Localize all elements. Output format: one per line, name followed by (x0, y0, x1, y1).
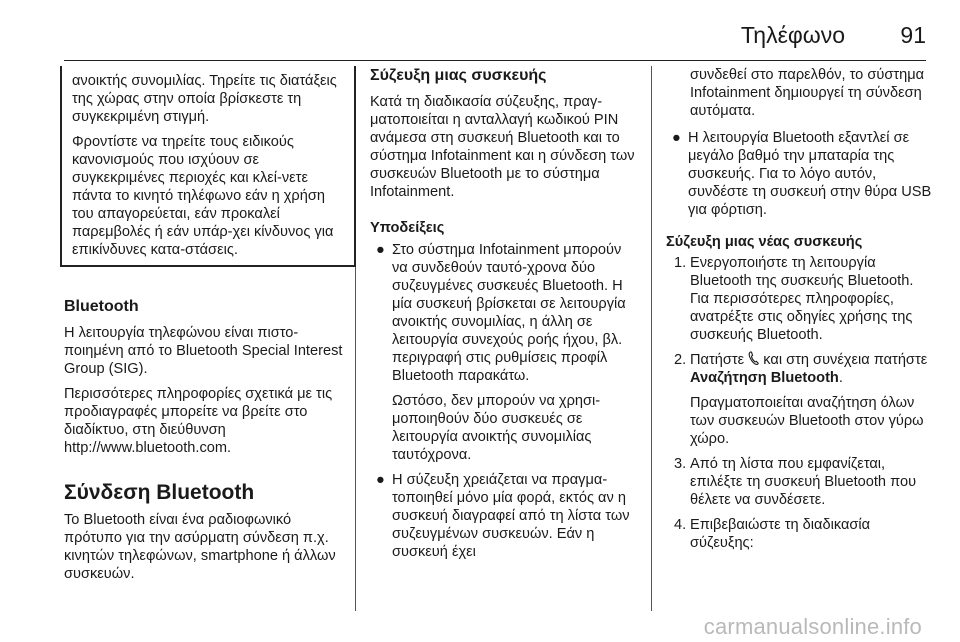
note-paragraph: ανοικτής συνομιλίας. Τηρείτε τις διατάξεις της χώρας στην οποία βρίσκεστε τη συγκεκριμένη στιγμή. (72, 73, 337, 125)
step-number: 3. (674, 456, 687, 472)
phone-icon (748, 351, 759, 369)
step-text-mid: και στη συνέχεια πατήστε (763, 352, 928, 368)
step-text: Επιβεβαιώστε τη διαδικασία σύζευξης: (690, 517, 871, 551)
step-number: 4. (674, 517, 687, 533)
step-item (666, 254, 936, 344)
note-paragraph: Φροντίστε να τηρείτε τους ειδικούς κανονισμούς που ισχύουν σε συγκεκριμένες περιοχές και κλεί-νετε πάντα το κινητό τηλέφωνο εάν η χρήση του απαγορεύεται, εάν προκαλεί παρεμβολές ή εάν υπάρ-χει κίνδυνος για επικίνδυνες κατα-στάσεις. (72, 134, 334, 258)
step-number: 1. (674, 255, 687, 271)
bluetooth-heading: Bluetooth (64, 298, 139, 315)
new-pairing-heading: Σύζευξη μιας νέας συσκευής (666, 234, 863, 250)
step-text-pre: Πατήστε (690, 352, 745, 368)
bullet-icon: ● (376, 472, 385, 488)
list-item (370, 471, 640, 561)
column-middle (370, 66, 640, 568)
list-item-continuation: Ωστόσο, δεν μπορούν να χρησι-μοποιηθούν δύο συσκευές σε λειτουργία ανοικτής συνομιλίας ταυτόχρονα. (392, 393, 601, 463)
column-divider-2 (651, 66, 652, 611)
list-item-text: Η λειτουργία Bluetooth εξαντλεί σε μεγάλο βαθμό την μπαταρία της συσκευής. Για το λόγο αυτόν, συνδέστε τη συσκευή στην θύρα USB για φόρτιση. (688, 130, 932, 218)
column-left (64, 66, 346, 590)
watermark-text: carmanualsonline.info (703, 614, 922, 639)
step-item (666, 455, 936, 509)
bluetooth-search-label: Αναζήτηση Bluetooth (690, 370, 839, 386)
page-title: Τηλέφωνο (740, 22, 845, 48)
step-text: Ενεργοποιήστε τη λειτουργία Bluetooth της συσκευής Bluetooth. Για περισσότερες πληροφορίες, ανατρέξτε στις οδηγίες χρήσης της συσκευής Bluetooth. (690, 255, 914, 343)
hints-heading: Υποδείξεις (370, 220, 445, 236)
list-item-text: Η σύζευξη χρειάζεται να πραγμα-τοποιηθεί μόνο μία φορά, εκτός αν η συσκευή διαγραφεί από τη λίστα των συζευγμένων συσκευών. Εάν η συσκευή έχει (392, 472, 630, 560)
step-continuation: Πραγματοποιείται αναζήτηση όλων των συσκευών Bluetooth στον γύρω χώρο. (690, 395, 924, 447)
list-item (370, 241, 640, 385)
body-paragraph: Η λειτουργία τηλεφώνου είναι πιστο-ποιημένη από το Bluetooth Special Interest Group (SIG). (64, 325, 343, 377)
bullet-icon: ● (672, 130, 681, 146)
list-item (666, 129, 936, 219)
step-text: Από τη λίστα που εμφανίζεται, επιλέξτε τη συσκευή Bluetooth που θέλετε να συνδέσετε. (690, 456, 917, 508)
column-right (666, 66, 936, 559)
list-item-continuation: συνδεθεί στο παρελθόν, το σύστημα Infotainment δημιουργεί τη σύνδεση αυτόματα. (690, 67, 925, 119)
step-text-end: . (838, 370, 843, 386)
body-paragraph: Κατά τη διαδικασία σύζευξης, πραγ-ματοποιείται η ανταλλαγή κωδικού PIN ανάμεσα στη συσκευή Bluetooth και το σύστημα Infotainment και η σύνδεση των συσκευών Bluetooth με το σύστημα Infotainment. (370, 94, 635, 200)
watermark (0, 614, 960, 640)
step-item (666, 516, 936, 552)
section-heading: Σύνδεση Bluetooth (64, 481, 255, 504)
body-paragraph: Το Bluetooth είναι ένα ραδιοφωνικό πρότυπο για την ασύρματη σύνδεση π.χ. κινητών τηλεφώνων, smartphone ή άλλων συσκευών. (64, 512, 336, 582)
list-item-text: Στο σύστημα Infotainment μπορούν να συνδεθούν ταυτό-χρονα δύο συζευγμένες συσκευές Bluetooth. Η μία συσκευή βρίσκεται σε λειτουργία ανοικτής συνομιλίας, η άλλη σε λειτουργία συνεχούς ροής ήχου, βλ. περιγραφή στις ρυθμίσεις προφίλ Bluetooth παρακάτω. (392, 242, 626, 384)
page-number: 91 (900, 22, 926, 48)
step-number: 2. (674, 352, 687, 368)
header-rule (64, 60, 926, 61)
bullet-icon: ● (376, 242, 385, 258)
step-item (666, 351, 936, 387)
note-box (60, 66, 356, 267)
page-header (0, 22, 960, 62)
body-paragraph: Περισσότερες πληροφορίες σχετικά με τις προδιαγραφές μπορείτε να βρείτε στο διαδίκτυο, στη διεύθυνση http://www.bluetooth.com. (64, 386, 333, 456)
pairing-heading: Σύζευξη μιας συσκευής (370, 67, 547, 84)
